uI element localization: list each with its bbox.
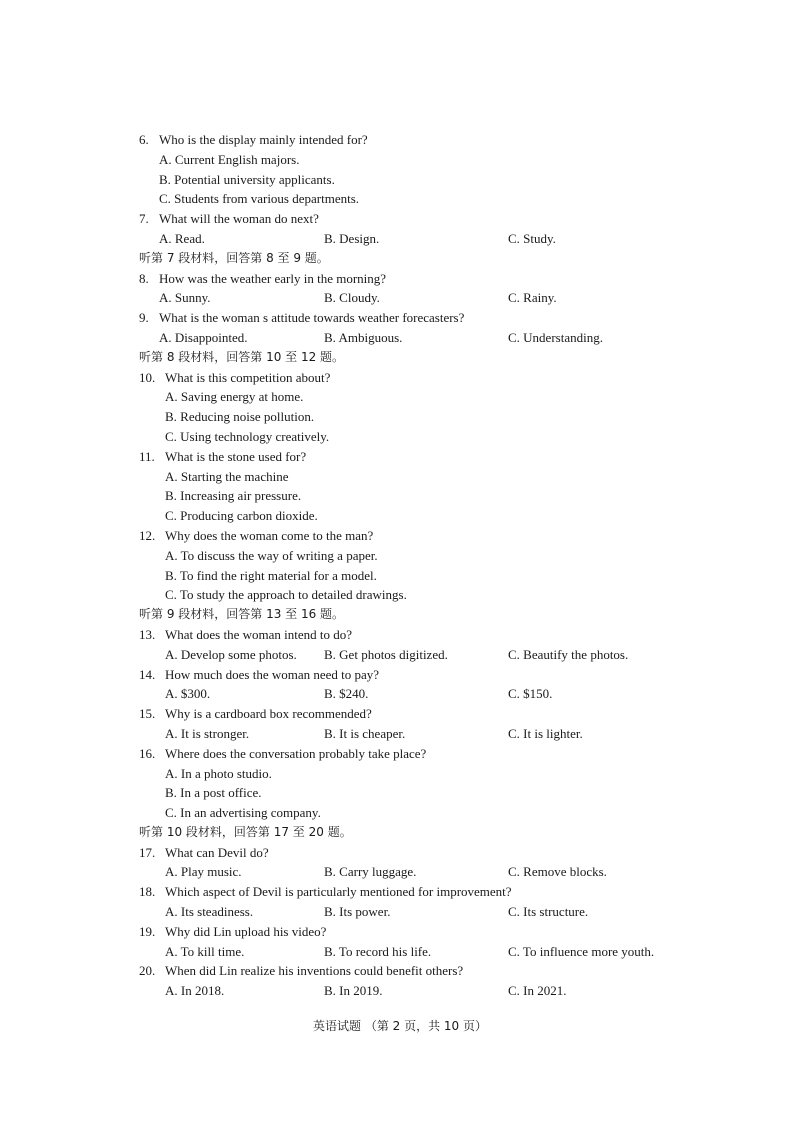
answer-option: C. It is lighter.	[508, 725, 583, 741]
answer-option: B. Increasing air pressure.	[165, 488, 302, 504]
question-number: 6.	[139, 132, 149, 147]
answer-option: C. Study.	[508, 230, 556, 246]
question-text: Where does the conversation probably take place?	[165, 745, 427, 761]
question-list	[139, 130, 739, 1001]
answer-option: B. Carry luggage.	[324, 864, 417, 880]
question-stem	[139, 368, 739, 388]
question-text: Why is a cardboard box recommended?	[165, 706, 372, 722]
answer-option: A. Sunny.	[159, 290, 211, 306]
question-stem	[139, 625, 739, 645]
question-text: What does the woman intend to do?	[165, 626, 353, 642]
answer-option: B. Get photos digitized.	[324, 646, 448, 662]
question-stem	[139, 843, 739, 863]
answer-option: B. It is cheaper.	[324, 725, 406, 741]
answer-option: B. In 2019.	[324, 983, 383, 999]
answer-options-row	[139, 902, 739, 922]
section-instruction: 听第 10 段材料，回答第 17 至 20 题。	[139, 824, 352, 839]
question-text: What can Devil do?	[165, 844, 269, 860]
question-text: How much does the woman need to pay?	[165, 666, 380, 682]
answer-option: B. Cloudy.	[324, 290, 380, 306]
question-stem	[139, 526, 739, 546]
question-number: 19.	[139, 923, 156, 939]
section-instruction: 听第 8 段材料，回答第 10 至 12 题。	[139, 349, 345, 364]
question-text: Who is the display mainly intended for?	[159, 132, 368, 147]
page-footer: 英语试题 （第 2 页，共 10 页）	[313, 1019, 487, 1033]
answer-option: C. Rainy.	[508, 290, 557, 306]
question-stem	[139, 961, 739, 981]
answer-option: B. Ambiguous.	[324, 329, 403, 345]
answer-option: C. To study the approach to detailed drawings.	[165, 587, 407, 603]
question-number: 15.	[139, 706, 156, 722]
section-instruction: 听第 7 段材料，回答第 8 至 9 题。	[139, 250, 329, 265]
answer-options-row	[139, 724, 739, 744]
section-instruction: 听第 9 段材料，回答第 13 至 16 题。	[139, 607, 345, 622]
answer-option: A. Its steadiness.	[165, 904, 254, 920]
answer-options-row	[139, 288, 739, 308]
answer-option: A. To discuss the way of writing a paper.	[165, 547, 378, 563]
answer-option: C. Using technology creatively.	[165, 428, 330, 444]
answer-option: B. Its power.	[324, 904, 391, 920]
answer-option: A. Current English majors.	[159, 151, 300, 167]
question-text: What will the woman do next?	[159, 211, 319, 227]
question-number: 8.	[139, 270, 149, 286]
answer-options-row	[139, 645, 739, 665]
answer-option: A. To kill time.	[165, 943, 245, 959]
question-number: 11.	[139, 448, 155, 464]
answer-options-row	[139, 942, 739, 962]
question-stem	[139, 882, 739, 902]
question-stem	[139, 269, 739, 289]
answer-option: C. Students from various departments.	[159, 191, 360, 207]
answer-option: A. In 2018.	[165, 983, 225, 999]
question-stem	[139, 922, 739, 942]
question-number: 13.	[139, 626, 156, 642]
question-stem	[139, 209, 739, 229]
answer-option: A. Develop some photos.	[165, 646, 297, 662]
question-number: 14.	[139, 666, 156, 682]
answer-option: C. Understanding.	[508, 329, 603, 345]
question-stem	[139, 665, 739, 685]
question-number: 9.	[139, 310, 149, 326]
question-text: Which aspect of Devil is particularly mentioned for improvement?	[165, 884, 512, 900]
question-text: How was the weather early in the morning?	[159, 270, 387, 286]
answer-option: C. In 2021.	[508, 983, 567, 999]
question-number: 12.	[139, 527, 156, 543]
answer-option: C. To influence more youth.	[508, 943, 655, 959]
answer-options-row	[139, 981, 739, 1001]
answer-option: C. $150.	[508, 686, 553, 702]
answer-option: B. In a post office.	[165, 785, 262, 801]
question-stem	[139, 744, 739, 764]
question-number: 7.	[139, 211, 149, 227]
answer-option: C. In an advertising company.	[165, 805, 321, 821]
answer-option: A. Play music.	[165, 864, 242, 880]
answer-option: A. In a photo studio.	[165, 765, 272, 781]
answer-option: B. $240.	[324, 686, 369, 702]
question-text: Why did Lin upload his video?	[165, 923, 327, 939]
question-text: What is the woman s attitude towards weather forecasters?	[159, 310, 465, 326]
answer-option: C. Producing carbon dioxide.	[165, 508, 318, 524]
answer-option: A. Disappointed.	[159, 329, 248, 345]
answer-option: A. It is stronger.	[165, 725, 250, 741]
question-text: When did Lin realize his inventions could benefit others?	[165, 963, 464, 979]
question-number: 20.	[139, 963, 156, 979]
answer-option: B. To find the right material for a model.	[165, 567, 377, 583]
question-text: What is the stone used for?	[165, 448, 307, 464]
question-text: Why does the woman come to the man?	[165, 527, 374, 543]
answer-option: C. Its structure.	[508, 904, 589, 920]
answer-option: B. Potential university applicants.	[159, 171, 335, 187]
answer-options-row	[139, 684, 739, 704]
question-text: What is this competition about?	[165, 369, 331, 385]
question-number: 16.	[139, 745, 156, 761]
question-number: 10.	[139, 369, 156, 385]
answer-option: A. Read.	[159, 230, 205, 246]
answer-option: B. To record his life.	[324, 943, 432, 959]
answer-option: A. $300.	[165, 686, 211, 702]
answer-option: A. Starting the machine	[165, 468, 289, 484]
answer-option: C. Beautify the photos.	[508, 646, 629, 662]
answer-option: C. Remove blocks.	[508, 864, 607, 880]
answer-option: A. Saving energy at home.	[165, 389, 304, 405]
question-number: 18.	[139, 884, 156, 900]
question-number: 17.	[139, 844, 156, 860]
question-stem	[139, 308, 739, 328]
answer-options-row	[139, 229, 739, 249]
answer-options-row	[139, 328, 739, 348]
answer-option: B. Reducing noise pollution.	[165, 409, 315, 425]
question-stem	[139, 447, 739, 467]
answer-option: B. Design.	[324, 230, 380, 246]
question-stem	[139, 704, 739, 724]
question-stem	[139, 130, 739, 150]
answer-options-row	[139, 862, 739, 882]
